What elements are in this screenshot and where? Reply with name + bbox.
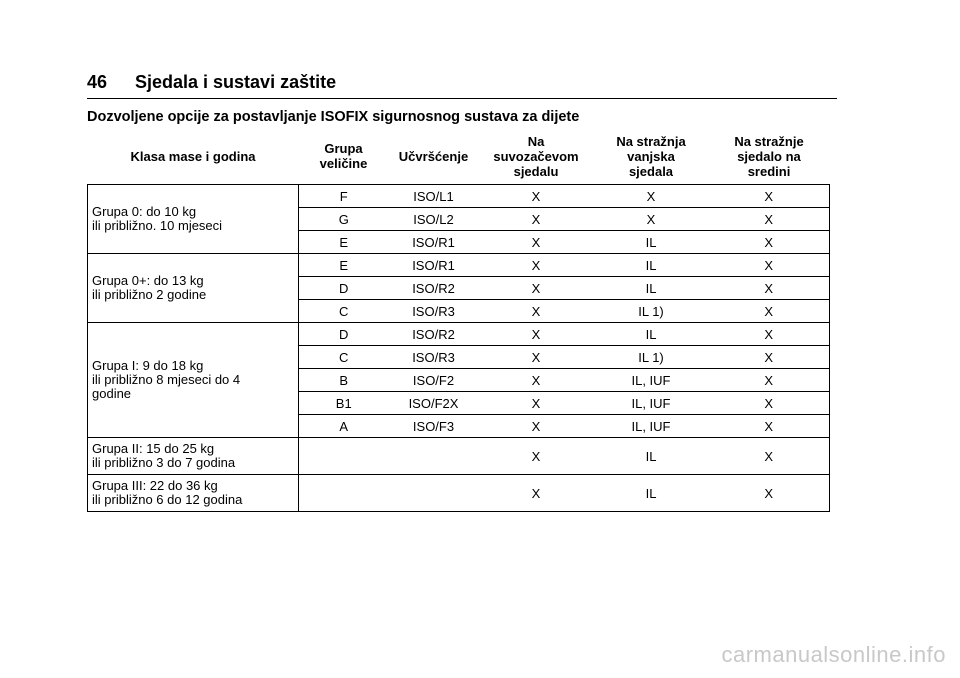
table-cell: E xyxy=(299,254,389,277)
table-cell: IL xyxy=(594,323,709,346)
table-cell xyxy=(299,438,389,475)
table-cell: G xyxy=(299,208,389,231)
table-cell: IL 1) xyxy=(594,300,709,323)
table-header-row xyxy=(88,128,830,185)
table-cell: ISO/R1 xyxy=(389,231,479,254)
table-cell: IL xyxy=(594,277,709,300)
table-cell: A xyxy=(299,415,389,438)
table-cell: D xyxy=(299,323,389,346)
isofix-table xyxy=(87,128,830,512)
column-header: Na stražnje sjedalo na sredini xyxy=(709,128,830,185)
table-cell: X xyxy=(709,438,830,475)
column-header: Na suvozačevom sjedalu xyxy=(479,128,594,185)
table-cell: X xyxy=(479,475,594,512)
weight-class-cell: Grupa I: 9 do 18 kg ili približno 8 mjeseci do 4 godine xyxy=(88,323,299,438)
table-cell: ISO/F2 xyxy=(389,369,479,392)
table-cell: X xyxy=(594,185,709,208)
table-cell: X xyxy=(594,208,709,231)
weight-class-cell: Grupa 0+: do 13 kg ili približno 2 godine xyxy=(88,254,299,323)
table-cell: IL, IUF xyxy=(594,415,709,438)
table-caption: Dozvoljene opcije za postavljanje ISOFIX sigurnosnog sustava za dijete xyxy=(87,109,580,125)
table-cell: IL, IUF xyxy=(594,392,709,415)
table-cell: X xyxy=(709,185,830,208)
table-cell xyxy=(389,475,479,512)
table-cell: ISO/R2 xyxy=(389,323,479,346)
page-header xyxy=(87,72,837,98)
table-cell: ISO/L2 xyxy=(389,208,479,231)
table-cell: X xyxy=(709,475,830,512)
table-cell: X xyxy=(709,231,830,254)
table-cell: X xyxy=(709,392,830,415)
column-header: Grupa veličine xyxy=(299,128,389,185)
table-cell: ISO/F2X xyxy=(389,392,479,415)
table-cell: ISO/R3 xyxy=(389,346,479,369)
table-cell xyxy=(389,438,479,475)
table-cell: X xyxy=(479,346,594,369)
table-cell: X xyxy=(709,208,830,231)
table-row xyxy=(88,254,830,277)
table-cell xyxy=(299,475,389,512)
table-row xyxy=(88,323,830,346)
table-cell: X xyxy=(479,323,594,346)
table-cell: IL, IUF xyxy=(594,369,709,392)
table-cell: IL xyxy=(594,254,709,277)
weight-class-cell: Grupa II: 15 do 25 kg ili približno 3 do 7 godina xyxy=(88,438,299,475)
header-divider xyxy=(87,98,837,99)
table-cell: B xyxy=(299,369,389,392)
table-cell: ISO/R3 xyxy=(389,300,479,323)
table-cell: X xyxy=(479,277,594,300)
table-cell: X xyxy=(479,369,594,392)
chapter-title: Sjedala i sustavi zaštite xyxy=(135,72,337,92)
table-cell: IL xyxy=(594,231,709,254)
table-cell: X xyxy=(479,415,594,438)
weight-class-cell: Grupa 0: do 10 kg ili približno. 10 mjeseci xyxy=(88,185,299,254)
table-row xyxy=(88,475,830,512)
column-header: Klasa mase i godina xyxy=(88,128,299,185)
table-cell: X xyxy=(479,300,594,323)
table-cell: X xyxy=(709,415,830,438)
table-cell: X xyxy=(479,231,594,254)
table-cell: X xyxy=(479,392,594,415)
table-cell: X xyxy=(709,346,830,369)
table-cell: ISO/L1 xyxy=(389,185,479,208)
table-row xyxy=(88,438,830,475)
table-cell: X xyxy=(709,277,830,300)
weight-class-cell: Grupa III: 22 do 36 kg ili približno 6 do 12 godina xyxy=(88,475,299,512)
table-cell: IL xyxy=(594,475,709,512)
column-header: Učvršćenje xyxy=(389,128,479,185)
table-cell: X xyxy=(709,300,830,323)
table-cell: X xyxy=(709,369,830,392)
table-cell: ISO/F3 xyxy=(389,415,479,438)
table-cell: X xyxy=(479,185,594,208)
table-cell: IL xyxy=(594,438,709,475)
page-number: 46 xyxy=(87,72,108,92)
table-cell: F xyxy=(299,185,389,208)
table-cell: B1 xyxy=(299,392,389,415)
table-cell: X xyxy=(709,323,830,346)
table-cell: X xyxy=(709,254,830,277)
column-header: Na stražnja vanjska sjedala xyxy=(594,128,709,185)
watermark: carmanualsonline.info xyxy=(721,642,946,667)
table-cell: IL 1) xyxy=(594,346,709,369)
table-cell: D xyxy=(299,277,389,300)
table-cell: ISO/R2 xyxy=(389,277,479,300)
table-cell: X xyxy=(479,254,594,277)
table-cell: C xyxy=(299,346,389,369)
table-cell: E xyxy=(299,231,389,254)
table-row xyxy=(88,185,830,208)
table-cell: X xyxy=(479,438,594,475)
table-body xyxy=(88,185,830,512)
table-cell: X xyxy=(479,208,594,231)
table-cell: C xyxy=(299,300,389,323)
table-cell: ISO/R1 xyxy=(389,254,479,277)
